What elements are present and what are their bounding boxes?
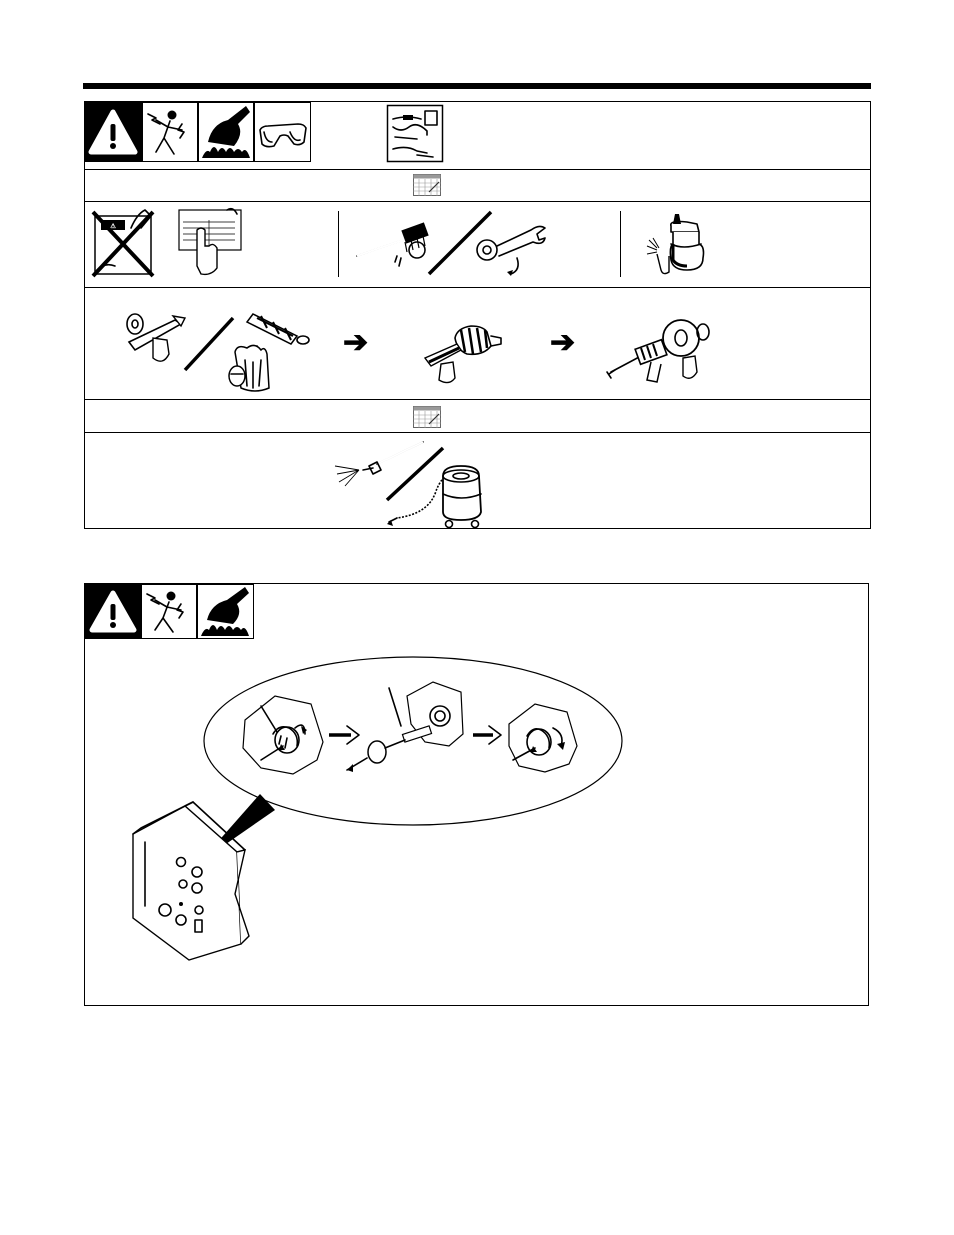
column-divider	[620, 211, 621, 277]
anti-spatter-spray-icon	[643, 210, 713, 280]
contact-tip-icon	[123, 310, 189, 370]
calendar-icon	[413, 406, 441, 428]
discard-trash-can-icon	[227, 304, 311, 394]
row-divider	[85, 287, 870, 288]
calendar-icon	[413, 174, 441, 196]
replacement-panel	[84, 583, 869, 1006]
maintenance-panel	[84, 101, 871, 529]
column-divider	[338, 211, 339, 277]
hot-parts-icon	[198, 102, 254, 162]
svg-text:⚠: ⚠	[110, 223, 116, 230]
wrench-icon	[473, 220, 547, 276]
install-nozzle-icon	[421, 316, 511, 386]
replace-label-icon	[175, 206, 245, 278]
top-rule	[83, 83, 871, 89]
connector-replacement-diagram	[85, 584, 870, 1007]
row-divider	[85, 201, 870, 202]
no-remove-label-icon	[91, 206, 155, 278]
arrow-right-icon: ➔	[343, 326, 369, 359]
welding-gun-assembly-icon	[607, 314, 717, 394]
row-divider	[85, 399, 870, 400]
row-divider	[85, 169, 870, 170]
electric-shock-icon	[142, 102, 198, 162]
row-divider	[85, 432, 870, 433]
safety-glasses-icon	[254, 102, 311, 162]
warning-triangle-icon	[85, 102, 142, 162]
wire-brush-icon	[355, 212, 435, 272]
vacuum-cleaner-icon	[387, 454, 497, 530]
arrow-right-icon: ➔	[550, 326, 576, 359]
disconnect-power-icon	[387, 105, 443, 162]
